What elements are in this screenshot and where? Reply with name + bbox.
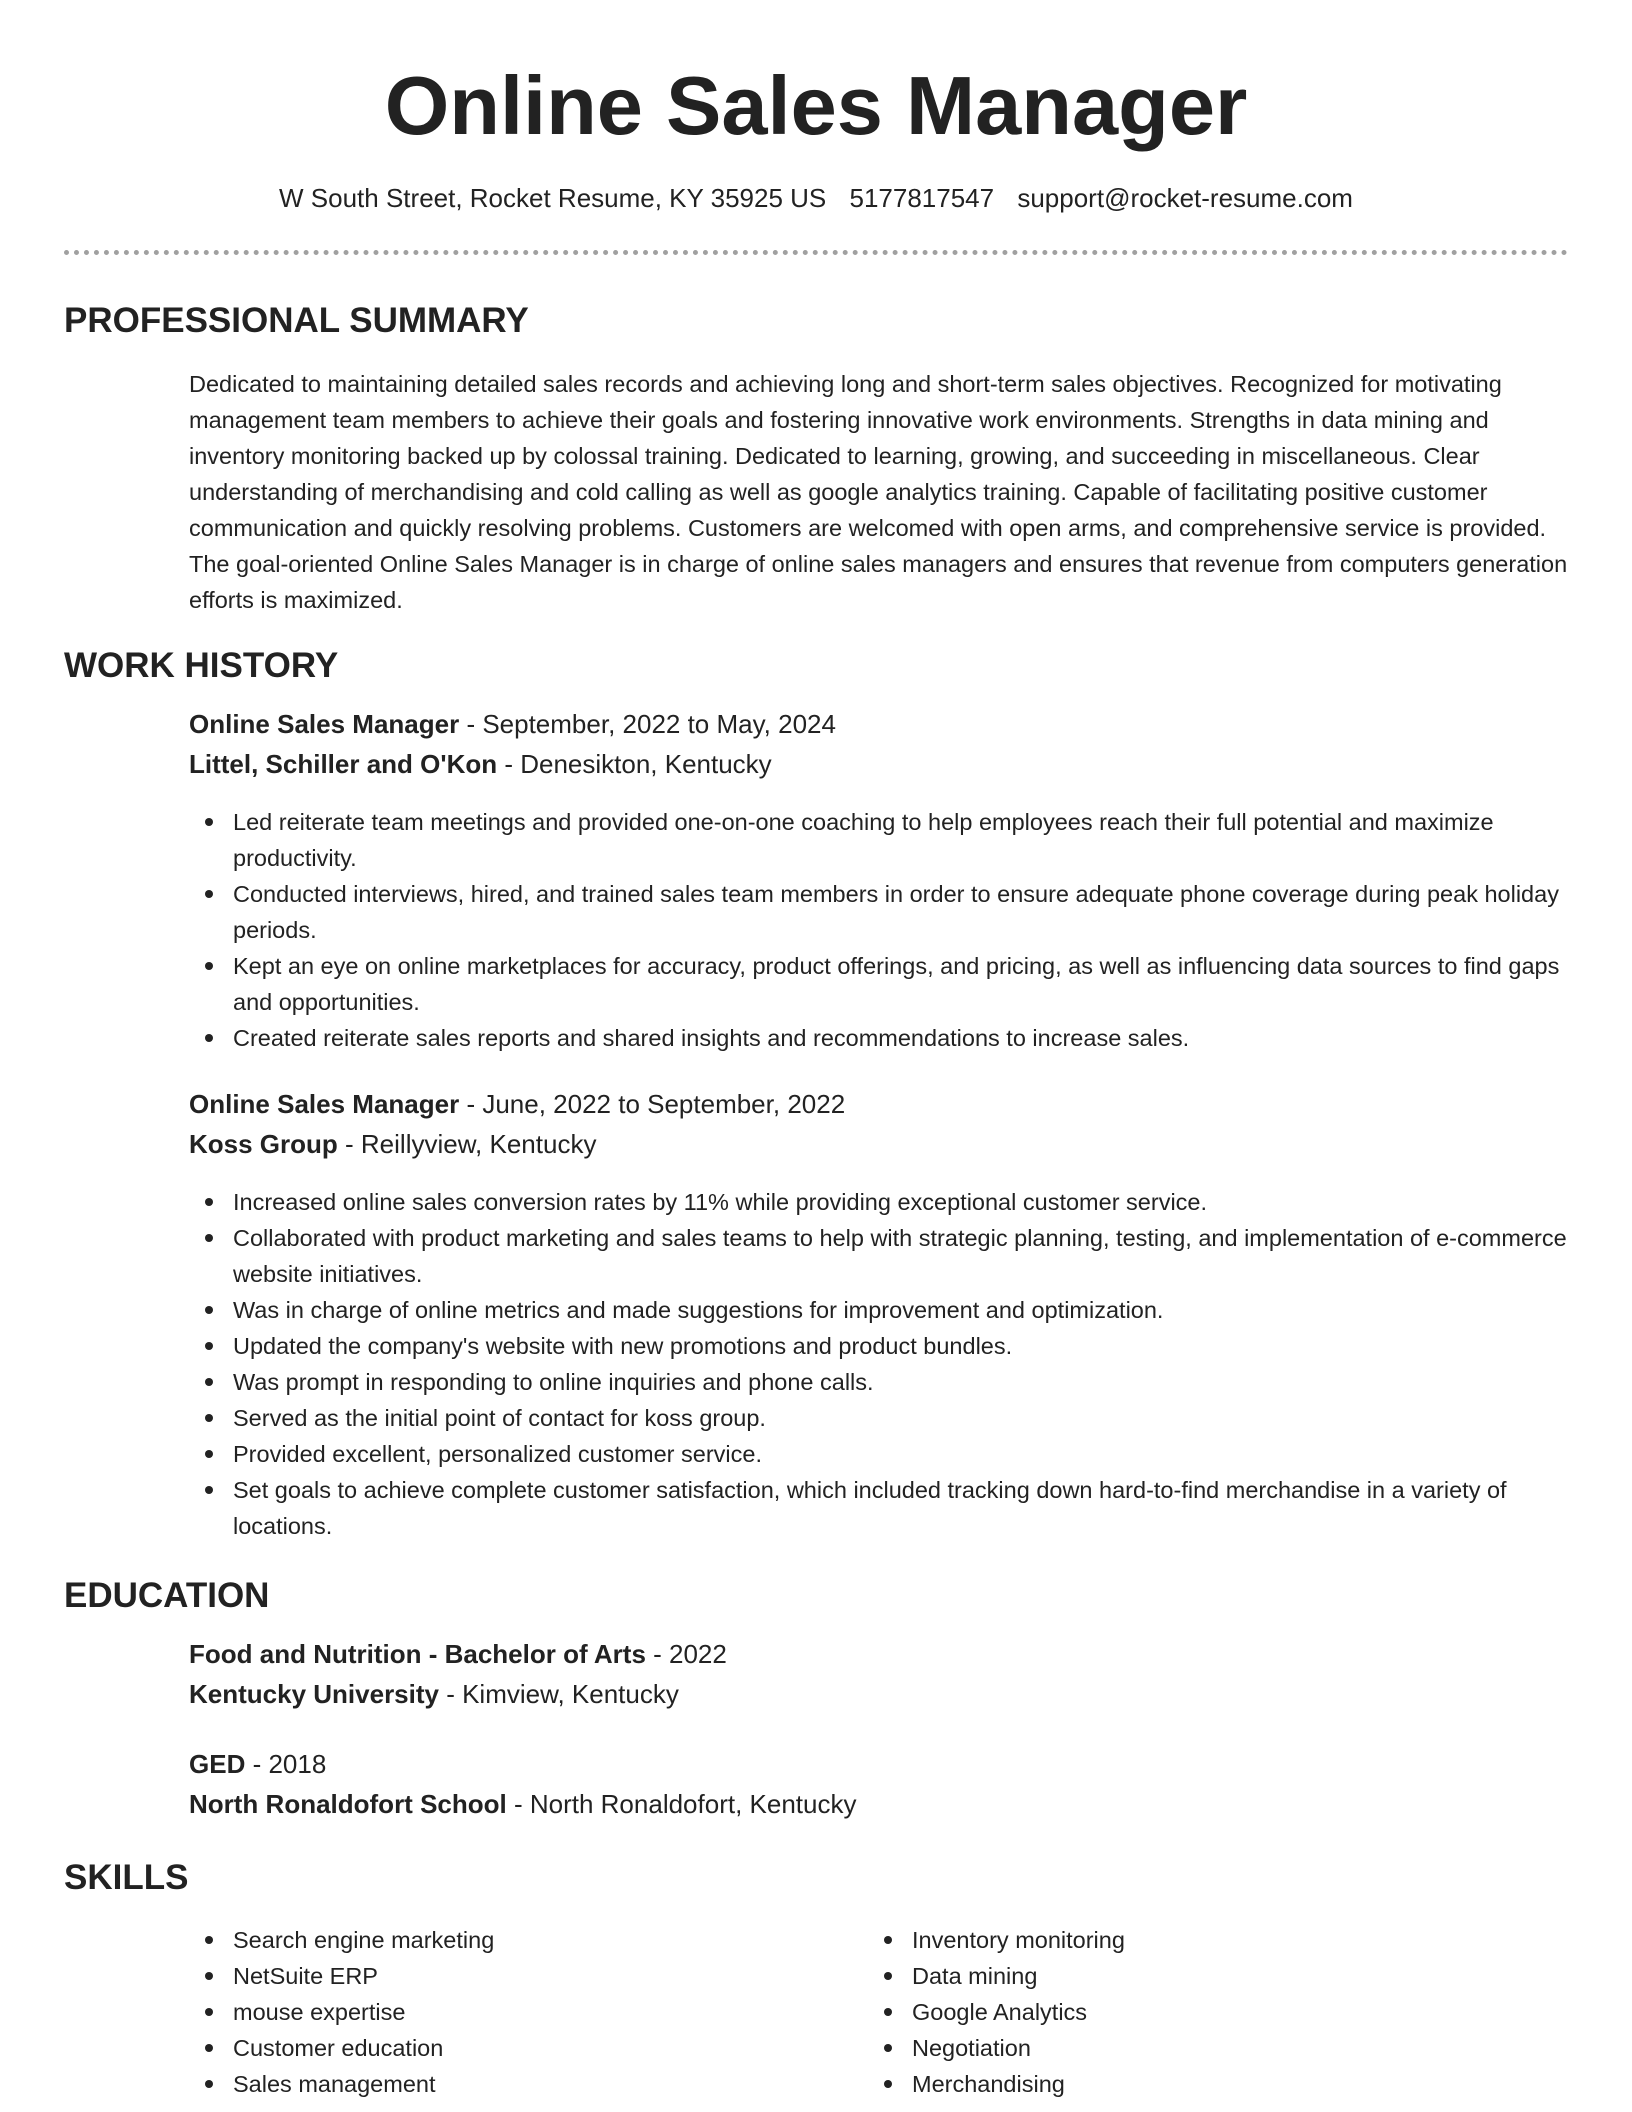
section-title-work-history: WORK HISTORY [64, 646, 339, 685]
contact-email: support@rocket-resume.com [1017, 183, 1353, 213]
job-bullet: Conducted interviews, hired, and trained sales team members in order to ensure adequate phone coverage during peak holiday periods. [189, 876, 1569, 948]
skill-item: Inventory monitoring [868, 1922, 1568, 1958]
job-bullet: Provided excellent, personalized customer service. [189, 1436, 1569, 1472]
job-bullet: Collaborated with product marketing and sales teams to help with strategic planning, testing, and implementation of e-commerce website initiatives. [189, 1220, 1569, 1292]
education-school: North Ronaldofort School [189, 1789, 507, 1819]
job-location: - Denesikton, Kentucky [497, 749, 772, 779]
job-bullets [189, 1184, 1569, 1544]
contact-address: W South Street, Rocket Resume, KY 35925 US [279, 183, 827, 213]
job-title: Online Sales Manager [189, 1089, 460, 1119]
job-location: - Reillyview, Kentucky [337, 1129, 597, 1159]
job-heading [189, 1088, 845, 1120]
section-title-skills: SKILLS [64, 1858, 189, 1897]
job-bullet: Led reiterate team meetings and provided one-on-one coaching to help employees reach their full potential and maximize productivity. [189, 804, 1569, 876]
job-heading [189, 708, 836, 740]
contact-phone: 5177817547 [849, 183, 995, 213]
skills-list-left [189, 1922, 849, 2102]
job-bullets [189, 804, 1569, 1056]
skill-item: Search engine marketing [189, 1922, 849, 1958]
job-company: Koss Group [189, 1129, 338, 1159]
job-company: Littel, Schiller and O'Kon [189, 749, 498, 779]
job-title: Online Sales Manager [189, 709, 460, 739]
education-heading [189, 1748, 326, 1780]
job-bullet: Created reiterate sales reports and shared insights and recommendations to increase sales. [189, 1020, 1569, 1056]
skill-item: Google Analytics [868, 1994, 1568, 2030]
job-bullet: Served as the initial point of contact for koss group. [189, 1400, 1569, 1436]
education-degree: Food and Nutrition - Bachelor of Arts [189, 1639, 646, 1669]
job-bullet: Was prompt in responding to online inquiries and phone calls. [189, 1364, 1569, 1400]
skill-item: Merchandising [868, 2066, 1568, 2102]
job-bullet: Updated the company's website with new promotions and product bundles. [189, 1328, 1569, 1364]
skill-item: Sales management [189, 2066, 849, 2102]
job-dates: - June, 2022 to September, 2022 [459, 1089, 846, 1119]
header-divider [64, 250, 1568, 255]
skills-list-right [868, 1922, 1568, 2102]
job-bullet: Kept an eye on online marketplaces for accuracy, product offerings, and pricing, as well as influencing data sources to find gaps and opportunities. [189, 948, 1569, 1020]
job-bullet: Increased online sales conversion rates by 11% while providing exceptional customer service. [189, 1184, 1569, 1220]
education-degree: GED [189, 1749, 246, 1779]
education-school-line [189, 1788, 856, 1820]
contact-line [0, 182, 1632, 214]
skill-item: mouse expertise [189, 1994, 849, 2030]
skill-item: NetSuite ERP [189, 1958, 849, 1994]
skill-item: Negotiation [868, 2030, 1568, 2066]
education-location: - Kimview, Kentucky [438, 1679, 679, 1709]
job-company-line [189, 748, 772, 780]
skill-item: Data mining [868, 1958, 1568, 1994]
job-bullet: Set goals to achieve complete customer satisfaction, which included tracking down hard-to-find merchandise in a variety of locations. [189, 1472, 1569, 1544]
job-bullet: Was in charge of online metrics and made suggestions for improvement and optimization. [189, 1292, 1569, 1328]
section-title-education: EDUCATION [64, 1576, 270, 1615]
skill-item: Customer education [189, 2030, 849, 2066]
education-school: Kentucky University [189, 1679, 439, 1709]
section-title-summary: PROFESSIONAL SUMMARY [64, 301, 529, 340]
education-location: - North Ronaldofort, Kentucky [506, 1789, 857, 1819]
summary-text: Dedicated to maintaining detailed sales records and achieving long and short-term sales objectives. Recognized for motivating management team members to achieve their goals and fostering innovative work environments. Strengths in data mining and inventory monitoring backed up by colossal training. Dedicated to learning, growing, and succeeding in miscellaneous. Clear understanding of merchandising and cold calling as well as google analytics training. Capable of facilitating positive customer communication and quickly resolving problems. Customers are welcomed with open arms, and comprehensive service is provided. The goal-oriented Online Sales Manager is in charge of online sales managers and ensures that revenue from computers generation efforts is maximized. [189, 371, 1568, 613]
job-dates: - September, 2022 to May, 2024 [459, 709, 836, 739]
education-year: - 2018 [245, 1749, 327, 1779]
education-school-line [189, 1678, 679, 1710]
education-year: - 2022 [645, 1639, 727, 1669]
resume-name: Online Sales Manager [384, 59, 1248, 152]
education-heading [189, 1638, 727, 1670]
job-company-line [189, 1128, 596, 1160]
